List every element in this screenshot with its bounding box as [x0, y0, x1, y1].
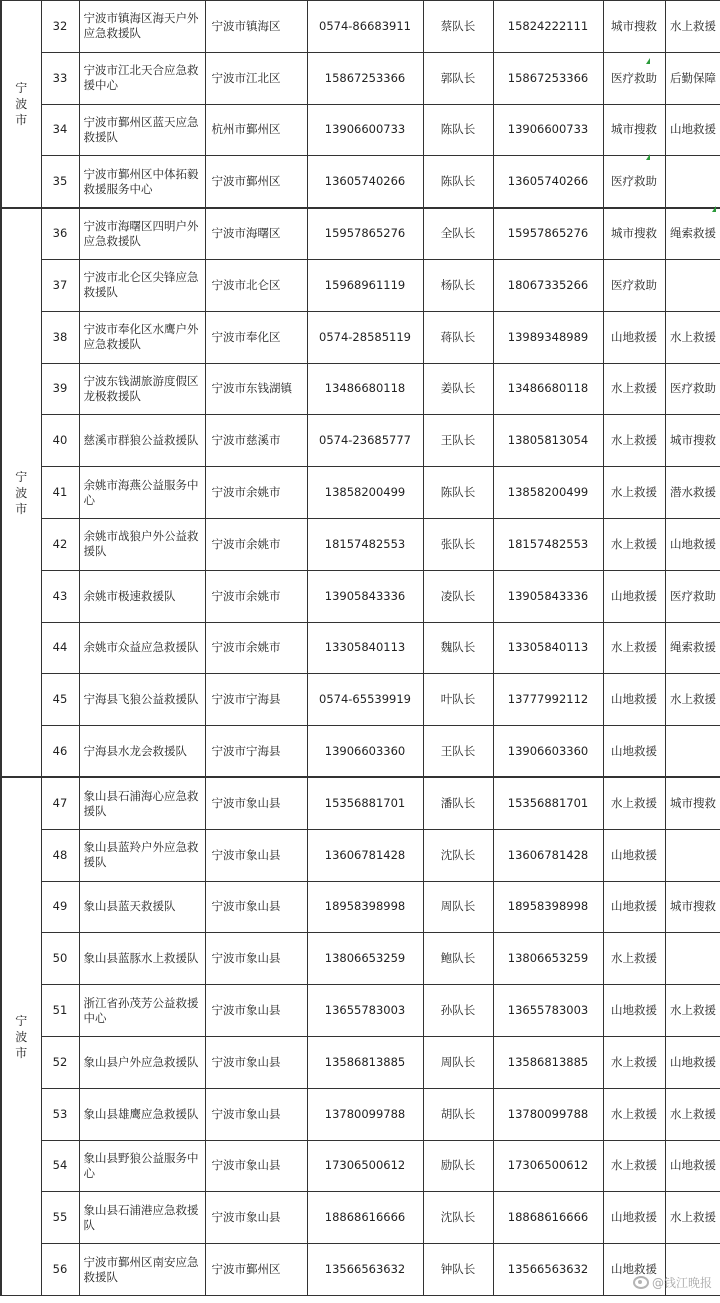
rescue-type-secondary: 医疗救助 — [665, 570, 720, 622]
team-leader: 魏队长 — [423, 622, 493, 674]
table-row — [1, 1244, 720, 1296]
team-phone: 0574-86683911 — [307, 1, 423, 53]
team-region: 宁波市鄞州区 — [205, 156, 307, 208]
table-row — [1, 933, 720, 985]
team-name: 象山县石浦海心应急救援队 — [79, 777, 205, 829]
leader-mobile: 18868616666 — [493, 1192, 603, 1244]
row-number: 52 — [41, 1036, 79, 1088]
table-row — [1, 467, 720, 519]
rescue-type-primary: 山地救援 — [603, 726, 665, 778]
team-name: 宁波市镇海区海天户外应急救援队 — [79, 1, 205, 53]
leader-mobile: 15356881701 — [493, 777, 603, 829]
rescue-type-secondary: 山地救援 — [665, 104, 720, 156]
team-leader: 沈队长 — [423, 1192, 493, 1244]
row-number: 43 — [41, 570, 79, 622]
team-leader: 蔡队长 — [423, 1, 493, 53]
team-region: 宁波市鄞州区 — [205, 1244, 307, 1296]
team-leader: 励队长 — [423, 1140, 493, 1192]
table-row — [1, 622, 720, 674]
row-number: 40 — [41, 415, 79, 467]
rescue-type-secondary: 水上救援 — [665, 1192, 720, 1244]
team-leader: 潘队长 — [423, 777, 493, 829]
leader-mobile: 18067335266 — [493, 259, 603, 311]
rescue-type-primary: 山地救援 — [603, 881, 665, 933]
team-name: 余姚市众益应急救援队 — [79, 622, 205, 674]
team-region: 宁波市象山县 — [205, 985, 307, 1037]
leader-mobile: 13858200499 — [493, 467, 603, 519]
team-region: 宁波市余姚市 — [205, 570, 307, 622]
team-region: 宁波市余姚市 — [205, 467, 307, 519]
team-leader: 胡队长 — [423, 1088, 493, 1140]
team-region: 宁波市余姚市 — [205, 622, 307, 674]
team-leader: 陈队长 — [423, 156, 493, 208]
rescue-type-primary: 水上救援 — [603, 467, 665, 519]
rescue-type-primary: 水上救援 — [603, 622, 665, 674]
rescue-type-primary: 医疗救助 — [603, 52, 665, 104]
green-cell-mark — [712, 206, 716, 212]
table-row — [1, 518, 720, 570]
team-region: 宁波市江北区 — [205, 52, 307, 104]
team-leader: 周队长 — [423, 881, 493, 933]
team-name: 余姚市海燕公益服务中心 — [79, 467, 205, 519]
rescue-type-primary: 山地救援 — [603, 1192, 665, 1244]
team-region: 宁波市象山县 — [205, 933, 307, 985]
team-name: 宁波市海曙区四明户外应急救援队 — [79, 208, 205, 260]
team-leader: 王队长 — [423, 415, 493, 467]
team-phone: 13806653259 — [307, 933, 423, 985]
team-phone: 13906603360 — [307, 726, 423, 778]
green-cell-mark — [646, 58, 650, 64]
table-row — [1, 208, 720, 260]
team-region: 宁波市宁海县 — [205, 726, 307, 778]
rescue-type-primary: 山地救援 — [603, 829, 665, 881]
rescue-type-secondary: 医疗救助 — [665, 363, 720, 415]
team-phone: 13606781428 — [307, 829, 423, 881]
leader-mobile: 18958398998 — [493, 881, 603, 933]
team-name: 宁海县飞狼公益救援队 — [79, 674, 205, 726]
rescue-type-secondary: 城市搜救 — [665, 415, 720, 467]
team-region: 宁波市象山县 — [205, 1192, 307, 1244]
team-name: 象山县蓝羚户外应急救援队 — [79, 829, 205, 881]
leader-mobile: 13905843336 — [493, 570, 603, 622]
team-name: 慈溪市群狼公益救援队 — [79, 415, 205, 467]
team-name: 象山县野狼公益服务中心 — [79, 1140, 205, 1192]
team-phone: 15867253366 — [307, 52, 423, 104]
rescue-type-primary: 山地救援 — [603, 311, 665, 363]
team-region: 宁波市海曙区 — [205, 208, 307, 260]
team-region: 宁波市北仑区 — [205, 259, 307, 311]
leader-mobile: 13906603360 — [493, 726, 603, 778]
leader-mobile: 13805813054 — [493, 415, 603, 467]
rescue-type-primary: 山地救援 — [603, 570, 665, 622]
table-row — [1, 881, 720, 933]
team-phone: 13906600733 — [307, 104, 423, 156]
table-row — [1, 777, 720, 829]
row-number: 45 — [41, 674, 79, 726]
team-phone: 13905843336 — [307, 570, 423, 622]
city-cell — [1, 777, 41, 1295]
rescue-type-secondary: 绳索救援 — [665, 622, 720, 674]
row-number: 37 — [41, 259, 79, 311]
table-row — [1, 52, 720, 104]
table-row — [1, 311, 720, 363]
team-leader: 孙队长 — [423, 985, 493, 1037]
table-row — [1, 1192, 720, 1244]
rescue-type-secondary — [665, 829, 720, 881]
rescue-type-secondary — [665, 156, 720, 208]
team-leader: 陈队长 — [423, 104, 493, 156]
row-number: 42 — [41, 518, 79, 570]
team-leader: 凌队长 — [423, 570, 493, 622]
team-name: 余姚市极速救援队 — [79, 570, 205, 622]
table-row — [1, 1140, 720, 1192]
rescue-type-primary: 水上救援 — [603, 1036, 665, 1088]
team-leader: 姜队长 — [423, 363, 493, 415]
table-row — [1, 1036, 720, 1088]
table-row — [1, 415, 720, 467]
team-name: 宁海县水龙会救援队 — [79, 726, 205, 778]
leader-mobile: 13777992112 — [493, 674, 603, 726]
team-phone: 13586813885 — [307, 1036, 423, 1088]
team-phone: 13566563632 — [307, 1244, 423, 1296]
team-leader: 陈队长 — [423, 467, 493, 519]
rescue-type-secondary: 绳索救援 — [665, 208, 720, 260]
team-phone: 18157482553 — [307, 518, 423, 570]
team-region: 宁波市象山县 — [205, 881, 307, 933]
team-leader: 周队长 — [423, 1036, 493, 1088]
row-number: 49 — [41, 881, 79, 933]
rescue-type-primary: 水上救援 — [603, 933, 665, 985]
rescue-type-secondary — [665, 933, 720, 985]
city-label: 宁波市 — [15, 469, 28, 516]
team-phone: 0574-65539919 — [307, 674, 423, 726]
city-label: 宁波市 — [15, 80, 28, 127]
team-phone: 18958398998 — [307, 881, 423, 933]
row-number: 54 — [41, 1140, 79, 1192]
row-number: 35 — [41, 156, 79, 208]
team-phone: 15968961119 — [307, 259, 423, 311]
leader-mobile: 13655783003 — [493, 985, 603, 1037]
team-name: 宁波市奉化区水鹰户外应急救援队 — [79, 311, 205, 363]
row-number: 38 — [41, 311, 79, 363]
row-number: 34 — [41, 104, 79, 156]
team-phone: 13605740266 — [307, 156, 423, 208]
watermark-text: @钱江晚报 — [651, 1276, 712, 1290]
city-cell — [1, 208, 41, 778]
row-number: 39 — [41, 363, 79, 415]
table-row — [1, 1, 720, 53]
table-row — [1, 829, 720, 881]
team-name: 宁波市北仑区尖锋应急救援队 — [79, 259, 205, 311]
row-number: 46 — [41, 726, 79, 778]
rescue-type-secondary: 水上救援 — [665, 1, 720, 53]
rescue-type-primary: 水上救援 — [603, 518, 665, 570]
team-region: 宁波市慈溪市 — [205, 415, 307, 467]
rescue-type-secondary: 水上救援 — [665, 674, 720, 726]
row-number: 36 — [41, 208, 79, 260]
team-phone: 0574-23685777 — [307, 415, 423, 467]
leader-mobile: 13806653259 — [493, 933, 603, 985]
table-row — [1, 570, 720, 622]
rescue-type-primary: 山地救援 — [603, 674, 665, 726]
team-name: 象山县户外应急救援队 — [79, 1036, 205, 1088]
team-phone: 18868616666 — [307, 1192, 423, 1244]
rescue-type-secondary — [665, 259, 720, 311]
team-region: 宁波市象山县 — [205, 1088, 307, 1140]
row-number: 48 — [41, 829, 79, 881]
team-name: 象山县石浦港应急救援队 — [79, 1192, 205, 1244]
rescue-type-secondary: 山地救援 — [665, 518, 720, 570]
leader-mobile: 13566563632 — [493, 1244, 603, 1296]
green-cell-mark — [646, 154, 650, 160]
rescue-type-secondary: 水上救援 — [665, 311, 720, 363]
team-phone: 0574-28585119 — [307, 311, 423, 363]
team-leader: 叶队长 — [423, 674, 493, 726]
table-row — [1, 259, 720, 311]
row-number: 53 — [41, 1088, 79, 1140]
rescue-type-primary: 城市搜救 — [603, 208, 665, 260]
rescue-type-primary: 水上救援 — [603, 363, 665, 415]
rescue-type-primary: 山地救援 — [603, 1244, 665, 1296]
team-leader: 杨队长 — [423, 259, 493, 311]
row-number: 33 — [41, 52, 79, 104]
rescue-type-primary: 城市搜救 — [603, 1, 665, 53]
rescue-type-primary: 水上救援 — [603, 415, 665, 467]
row-number: 44 — [41, 622, 79, 674]
team-name: 宁波市鄞州区蓝天应急救援队 — [79, 104, 205, 156]
team-name: 宁波市鄞州区中体拓毅救援服务中心 — [79, 156, 205, 208]
team-name: 象山县蓝豚水上救援队 — [79, 933, 205, 985]
rescue-type-secondary: 水上救援 — [665, 1088, 720, 1140]
team-phone: 13655783003 — [307, 985, 423, 1037]
leader-mobile: 13486680118 — [493, 363, 603, 415]
rescue-type-secondary: 城市搜救 — [665, 881, 720, 933]
team-leader: 沈队长 — [423, 829, 493, 881]
leader-mobile: 13605740266 — [493, 156, 603, 208]
leader-mobile: 13989348989 — [493, 311, 603, 363]
city-cell — [1, 1, 41, 208]
rescue-type-primary: 医疗救助 — [603, 156, 665, 208]
team-leader: 鲍队长 — [423, 933, 493, 985]
row-number: 55 — [41, 1192, 79, 1244]
team-name: 象山县雄鹰应急救援队 — [79, 1088, 205, 1140]
team-leader: 蒋队长 — [423, 311, 493, 363]
team-phone: 17306500612 — [307, 1140, 423, 1192]
rescue-type-secondary — [665, 726, 720, 778]
rescue-type-primary: 水上救援 — [603, 777, 665, 829]
team-region: 杭州市鄞州区 — [205, 104, 307, 156]
team-name: 宁波东钱湖旅游度假区龙极救援队 — [79, 363, 205, 415]
team-phone: 13305840113 — [307, 622, 423, 674]
leader-mobile: 15824222111 — [493, 1, 603, 53]
leader-mobile: 13906600733 — [493, 104, 603, 156]
leader-mobile: 13606781428 — [493, 829, 603, 881]
city-label: 宁波市 — [15, 1013, 28, 1060]
leader-mobile: 15867253366 — [493, 52, 603, 104]
team-leader: 郭队长 — [423, 52, 493, 104]
team-region: 宁波市象山县 — [205, 1140, 307, 1192]
rescue-type-primary: 水上救援 — [603, 1140, 665, 1192]
table-row — [1, 363, 720, 415]
row-number: 41 — [41, 467, 79, 519]
row-number: 51 — [41, 985, 79, 1037]
team-region: 宁波市镇海区 — [205, 1, 307, 53]
table-body — [1, 1, 720, 1296]
rescue-type-primary: 水上救援 — [603, 1088, 665, 1140]
team-region: 宁波市象山县 — [205, 1036, 307, 1088]
team-region: 宁波市余姚市 — [205, 518, 307, 570]
team-phone: 15957865276 — [307, 208, 423, 260]
leader-mobile: 17306500612 — [493, 1140, 603, 1192]
row-number: 56 — [41, 1244, 79, 1296]
rescue-type-secondary: 山地救援 — [665, 1140, 720, 1192]
leader-mobile: 15957865276 — [493, 208, 603, 260]
leader-mobile: 13780099788 — [493, 1088, 603, 1140]
table-row — [1, 1088, 720, 1140]
team-phone: 15356881701 — [307, 777, 423, 829]
row-number: 50 — [41, 933, 79, 985]
table-row — [1, 156, 720, 208]
leader-mobile: 18157482553 — [493, 518, 603, 570]
team-phone: 13780099788 — [307, 1088, 423, 1140]
rescue-type-primary: 山地救援 — [603, 985, 665, 1037]
team-region: 宁波市东钱湖镇 — [205, 363, 307, 415]
team-leader: 钟队长 — [423, 1244, 493, 1296]
rescue-type-secondary: 水上救援 — [665, 985, 720, 1037]
team-phone: 13486680118 — [307, 363, 423, 415]
team-region: 宁波市奉化区 — [205, 311, 307, 363]
team-name: 宁波市鄞州区南安应急救援队 — [79, 1244, 205, 1296]
team-region: 宁波市象山县 — [205, 829, 307, 881]
table-row — [1, 104, 720, 156]
row-number: 32 — [41, 1, 79, 53]
rescue-type-primary: 城市搜救 — [603, 104, 665, 156]
leader-mobile: 13586813885 — [493, 1036, 603, 1088]
watermark — [633, 1274, 712, 1291]
table-row — [1, 726, 720, 778]
rescue-type-secondary: 后勤保障 — [665, 52, 720, 104]
team-region: 宁波市象山县 — [205, 777, 307, 829]
leader-mobile: 13305840113 — [493, 622, 603, 674]
team-phone: 13858200499 — [307, 467, 423, 519]
team-leader: 张队长 — [423, 518, 493, 570]
team-name: 余姚市战狼户外公益救援队 — [79, 518, 205, 570]
team-name: 象山县蓝天救援队 — [79, 881, 205, 933]
rescue-type-secondary: 城市搜救 — [665, 777, 720, 829]
weibo-icon — [633, 1276, 649, 1289]
row-number: 47 — [41, 777, 79, 829]
team-region: 宁波市宁海县 — [205, 674, 307, 726]
team-leader: 全队长 — [423, 208, 493, 260]
rescue-type-secondary: 潜水救援 — [665, 467, 720, 519]
table-row — [1, 985, 720, 1037]
rescue-type-secondary: 山地救援 — [665, 1036, 720, 1088]
team-leader: 王队长 — [423, 726, 493, 778]
rescue-type-primary: 医疗救助 — [603, 259, 665, 311]
team-name: 宁波市江北天合应急救援中心 — [79, 52, 205, 104]
team-name: 浙江省孙茂芳公益救援中心 — [79, 985, 205, 1037]
table-row — [1, 674, 720, 726]
